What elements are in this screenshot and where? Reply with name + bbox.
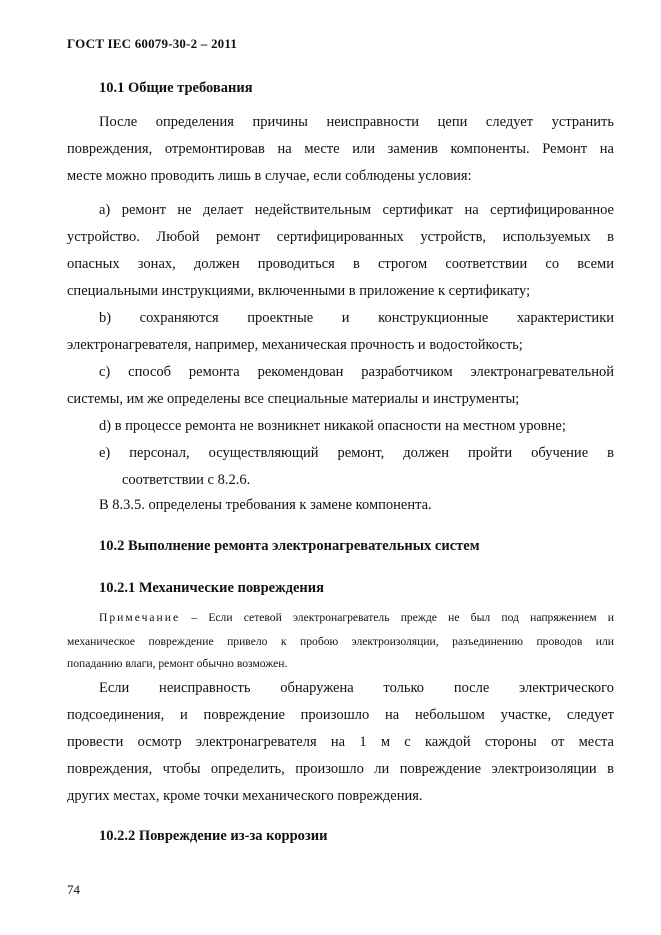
page-number: 74 xyxy=(67,882,80,897)
list-item-c-line: с) способ ремонта рекомендован разработчиком электронагревательной xyxy=(99,364,614,380)
paragraph-line: повреждения, отремонтировав на месте или заменив компоненты. Ремонт на xyxy=(67,141,614,157)
section-heading-10-2-2: 10.2.2 Повреждение из-за коррозии xyxy=(99,828,328,844)
list-item-e-line: е) персонал, осуществляющий ремонт, должен пройти обучение в xyxy=(99,445,614,461)
reference-line: В 8.3.5. определены требования к замене компонента. xyxy=(99,497,432,513)
paragraph-line: подсоединения, и повреждение произошло на небольшом участке, следует xyxy=(67,707,614,723)
paragraph-line: Если неисправность обнаружена только после электрического xyxy=(99,680,614,696)
note-line: механическое повреждение привело к пробою электроизоляции, разъединению проводов или xyxy=(67,635,614,648)
list-item-a-line: опасных зонах, должен проводиться в строгом соответствии со всеми xyxy=(67,256,614,272)
paragraph-line: повреждения, чтобы определить, произошло ли повреждение электроизоляции в xyxy=(67,761,614,777)
section-heading-10-1: 10.1 Общие требования xyxy=(99,80,253,96)
list-item-c-line: системы, им же определены все специальные материалы и инструменты; xyxy=(67,391,520,407)
note-line xyxy=(99,611,614,624)
note-label: Примечание xyxy=(99,611,181,624)
paragraph-line: других местах, кроме точки механического повреждения. xyxy=(67,788,423,804)
paragraph-line: провести осмотр электронагревателя на 1 м с каждой стороны от места xyxy=(67,734,614,750)
paragraph-line: После определения причины неисправности цепи следует устранить xyxy=(99,114,614,130)
section-heading-10-2: 10.2 Выполнение ремонта электронагревательных систем xyxy=(99,538,480,554)
document-header: ГОСТ IEC 60079-30-2 – 2011 xyxy=(67,36,238,51)
list-item-b-line: b) сохраняются проектные и конструкционные характеристики xyxy=(99,310,614,326)
list-item-a-line: устройство. Любой ремонт сертифицированных устройств, используемых в xyxy=(67,229,614,245)
paragraph-line: месте можно проводить лишь в случае, если соблюдены условия: xyxy=(67,168,472,184)
list-item-d: d) в процессе ремонта не возникнет никакой опасности на местном уровне; xyxy=(99,418,566,434)
list-item-e-line: соответствии с 8.2.6. xyxy=(122,472,251,488)
list-item-b-line: электронагревателя, например, механическая прочность и водостойкость; xyxy=(67,337,523,353)
list-item-a-line: а) ремонт не делает недействительным сертификат на сертифицированное xyxy=(99,202,614,218)
note-text: – Если сетевой электронагреватель прежде не был под напряжением и xyxy=(180,611,614,624)
list-item-a-line: специальными инструкциями, включенными в приложение к сертификату; xyxy=(67,283,531,299)
section-heading-10-2-1: 10.2.1 Механические повреждения xyxy=(99,580,324,596)
note-line: попаданию влаги, ремонт обычно возможен. xyxy=(67,657,288,670)
